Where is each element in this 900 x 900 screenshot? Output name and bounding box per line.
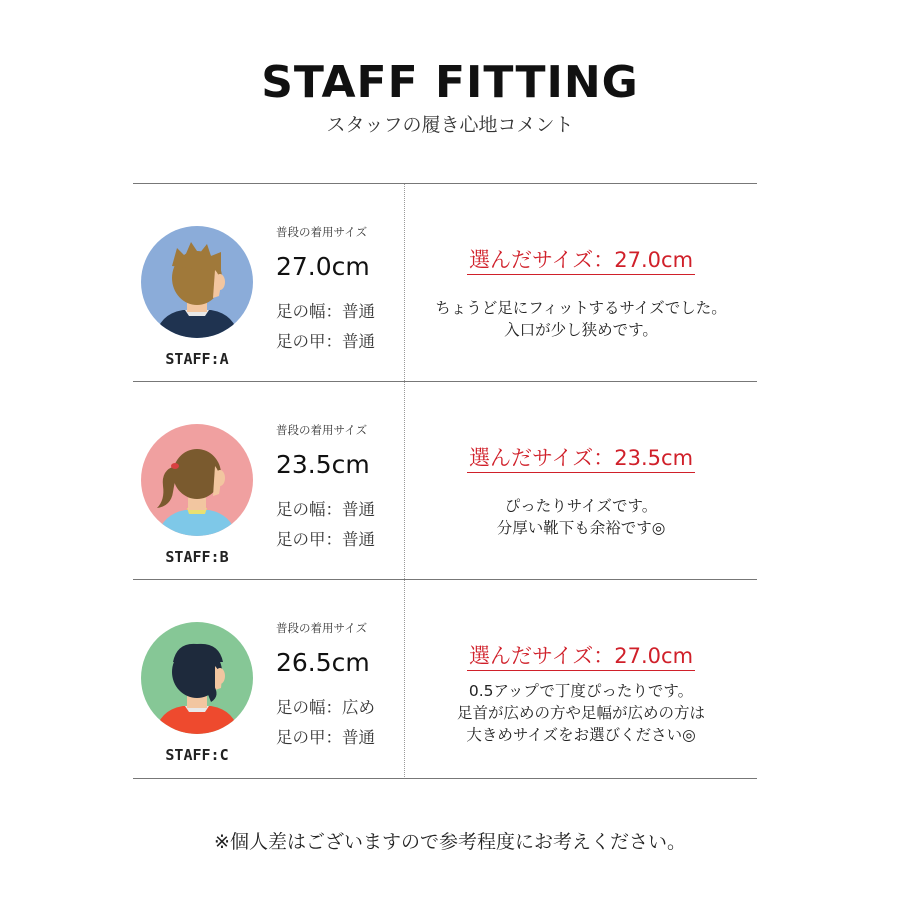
- foot-width: 足の幅：普通: [276, 302, 375, 321]
- page-subtitle: スタッフの履き心地コメント: [326, 114, 574, 136]
- comment-line: 0.5アップで丁度ぴったりです。: [468, 682, 694, 700]
- chosen-size-text: 選んだサイズ：27.0cm: [467, 644, 695, 671]
- staff-label: STAFF:B: [165, 548, 229, 566]
- staff-label: STAFF:C: [165, 746, 229, 764]
- comment-line: 大きめサイズをお選びください◎: [466, 726, 696, 744]
- comment-line: ちょうど足にフィットするサイズでした。: [435, 299, 727, 317]
- comment: [405, 495, 757, 539]
- chosen-size: [405, 246, 757, 274]
- comment-line: ぴったりサイズです。: [504, 497, 658, 515]
- foot-width: 足の幅：普通: [276, 500, 375, 519]
- comment: [405, 297, 757, 341]
- staff-fitting-table: [133, 183, 757, 779]
- comment: [405, 680, 757, 746]
- man-beard-avatar-icon: [141, 622, 253, 734]
- chosen-size: [405, 642, 757, 670]
- man-brown-hair-avatar-icon: [141, 226, 253, 338]
- usual-size-label: 普段の着用サイズ: [276, 621, 368, 635]
- foot-instep: 足の甲：普通: [276, 728, 375, 747]
- staff-row-c: [133, 579, 757, 779]
- page-title: STAFF FITTING: [261, 57, 639, 108]
- staff-row-b: [133, 381, 757, 580]
- comment-line: 分厚い靴下も余裕です◎: [496, 519, 666, 537]
- comment-line: 入口が少し狭めです。: [504, 321, 658, 339]
- staff-label: STAFF:A: [165, 350, 229, 368]
- disclaimer-note: ※個人差はございますので参考程度にお考えください。: [214, 831, 686, 853]
- woman-ponytail-avatar-icon: [141, 424, 253, 536]
- foot-instep: 足の甲：普通: [276, 530, 375, 549]
- chosen-size-text: 選んだサイズ：23.5cm: [467, 446, 695, 473]
- usual-size-value: 23.5cm: [276, 450, 370, 479]
- foot-width: 足の幅：広め: [276, 698, 375, 717]
- chosen-size-text: 選んだサイズ：27.0cm: [467, 248, 695, 275]
- usual-size-value: 27.0cm: [276, 252, 370, 281]
- staff-row-a: [133, 183, 757, 382]
- foot-instep: 足の甲：普通: [276, 332, 375, 351]
- usual-size-label: 普段の着用サイズ: [276, 423, 368, 437]
- usual-size-value: 26.5cm: [276, 648, 370, 677]
- usual-size-label: 普段の着用サイズ: [276, 225, 368, 239]
- chosen-size: [405, 444, 757, 472]
- comment-line: 足首が広めの方や足幅が広めの方は: [456, 704, 705, 722]
